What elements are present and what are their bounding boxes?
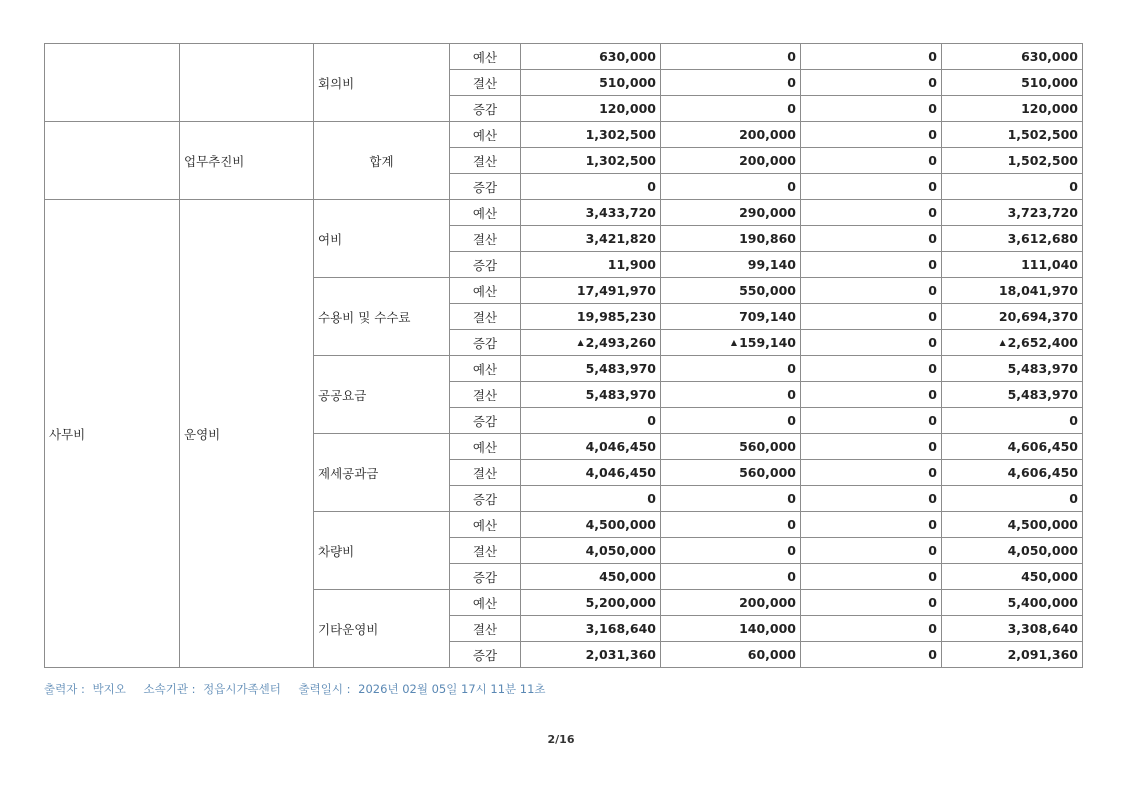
- amount-value: 630,000: [1021, 49, 1078, 64]
- category-level1-cell: [45, 44, 180, 122]
- amount-value: 0: [647, 491, 656, 506]
- amount-cell: [942, 174, 1083, 200]
- amount-cell: [521, 200, 661, 226]
- amount-value: 0: [928, 49, 937, 64]
- amount-cell: [661, 96, 801, 122]
- row-type-cell: 예산: [450, 590, 521, 616]
- category-level3-cell: 제세공과금: [314, 434, 450, 512]
- amount-cell: [942, 616, 1083, 642]
- category-level1-cell: 사무비: [45, 200, 180, 668]
- printed-by-label: 출력자 :: [44, 682, 85, 696]
- row-type-cell: 예산: [450, 44, 521, 70]
- amount-cell: [661, 382, 801, 408]
- amount-cell: [801, 200, 942, 226]
- amount-value: 99,140: [747, 257, 796, 272]
- amount-cell: [942, 96, 1083, 122]
- row-type-cell: 결산: [450, 148, 521, 174]
- amount-cell: [521, 486, 661, 512]
- amount-value: 5,483,970: [1007, 387, 1078, 402]
- amount-cell: [942, 486, 1083, 512]
- amount-value: 0: [1069, 491, 1078, 506]
- row-type-cell: 예산: [450, 434, 521, 460]
- amount-cell: [661, 226, 801, 252]
- row-type-cell: 예산: [450, 200, 521, 226]
- amount-cell: [942, 226, 1083, 252]
- amount-cell: [801, 564, 942, 590]
- category-level3-cell: 차량비: [314, 512, 450, 590]
- row-type-cell: 예산: [450, 122, 521, 148]
- amount-value: 0: [787, 75, 796, 90]
- amount-value: 4,046,450: [585, 439, 656, 454]
- amount-cell: [661, 642, 801, 668]
- amount-cell: [942, 252, 1083, 278]
- org-label: 소속기관 :: [143, 682, 196, 696]
- printed-at-label: 출력일시 :: [298, 682, 351, 696]
- amount-cell: [942, 642, 1083, 668]
- amount-value: 4,606,450: [1007, 465, 1078, 480]
- amount-value: 0: [928, 75, 937, 90]
- amount-value: 0: [787, 543, 796, 558]
- amount-cell: [521, 278, 661, 304]
- amount-cell: [942, 434, 1083, 460]
- amount-cell: [942, 382, 1083, 408]
- amount-cell: [801, 356, 942, 382]
- amount-cell: [801, 122, 942, 148]
- amount-value: 0: [928, 465, 937, 480]
- row-type-cell: 결산: [450, 226, 521, 252]
- negative-marker: ▲: [730, 338, 738, 347]
- amount-cell: [521, 642, 661, 668]
- amount-value: 60,000: [747, 647, 796, 662]
- amount-value: 0: [928, 101, 937, 116]
- amount-value: 3,612,680: [1007, 231, 1078, 246]
- amount-value: 0: [928, 595, 937, 610]
- amount-cell: [801, 382, 942, 408]
- amount-value: 510,000: [1021, 75, 1078, 90]
- amount-cell: [661, 252, 801, 278]
- amount-cell: [661, 200, 801, 226]
- amount-value: 0: [928, 153, 937, 168]
- table-row: [45, 200, 1083, 226]
- amount-cell: [801, 330, 942, 356]
- amount-cell: [521, 148, 661, 174]
- row-type-cell: 결산: [450, 70, 521, 96]
- row-type-cell: 증감: [450, 174, 521, 200]
- amount-cell: [521, 590, 661, 616]
- amount-cell: [942, 122, 1083, 148]
- amount-cell: [801, 174, 942, 200]
- budget-settlement-table: [44, 43, 1083, 668]
- amount-value: 450,000: [599, 569, 656, 584]
- amount-value: 450,000: [1021, 569, 1078, 584]
- amount-value: 550,000: [739, 283, 796, 298]
- amount-value: 0: [928, 491, 937, 506]
- amount-value: 4,500,000: [585, 517, 656, 532]
- amount-value: 4,050,000: [1007, 543, 1078, 558]
- amount-value: 5,483,970: [585, 387, 656, 402]
- category-level3-cell: 기타운영비: [314, 590, 450, 668]
- amount-cell: [521, 538, 661, 564]
- amount-value: 200,000: [739, 127, 796, 142]
- amount-cell: [521, 512, 661, 538]
- amount-cell: [801, 408, 942, 434]
- amount-cell: [801, 486, 942, 512]
- amount-value: 3,308,640: [1007, 621, 1078, 636]
- row-type-cell: 증감: [450, 96, 521, 122]
- printed-at-value: 2026년 02월 05일 17시 11분 11초: [358, 682, 546, 696]
- amount-cell: [801, 70, 942, 96]
- negative-marker: ▲: [577, 338, 584, 347]
- amount-cell: [661, 330, 801, 356]
- category-level1-cell: [45, 122, 180, 200]
- amount-value: 0: [787, 491, 796, 506]
- amount-cell: [801, 44, 942, 70]
- amount-value: 0: [787, 101, 796, 116]
- amount-value: 0: [928, 387, 937, 402]
- amount-value: 3,421,820: [585, 231, 656, 246]
- amount-cell: [521, 96, 661, 122]
- amount-value: 4,050,000: [585, 543, 656, 558]
- amount-cell: [942, 148, 1083, 174]
- amount-value: 1,502,500: [1007, 127, 1078, 142]
- amount-value: 560,000: [739, 465, 796, 480]
- amount-cell: [661, 512, 801, 538]
- amount-value: 0: [928, 621, 937, 636]
- amount-cell: [521, 226, 661, 252]
- amount-value: 0: [787, 387, 796, 402]
- amount-value: 120,000: [599, 101, 656, 116]
- amount-cell: [942, 278, 1083, 304]
- row-type-cell: 예산: [450, 512, 521, 538]
- amount-cell: [661, 564, 801, 590]
- amount-cell: [661, 174, 801, 200]
- amount-value: 0: [647, 413, 656, 428]
- row-type-cell: 증감: [450, 564, 521, 590]
- amount-value: 0: [928, 257, 937, 272]
- amount-value: 1,302,500: [585, 127, 656, 142]
- amount-value: 0: [928, 413, 937, 428]
- amount-cell: [661, 278, 801, 304]
- amount-value: 120,000: [1021, 101, 1078, 116]
- amount-value: 20,694,370: [998, 309, 1078, 324]
- amount-value: 709,140: [739, 309, 796, 324]
- amount-cell: [661, 304, 801, 330]
- amount-cell: [521, 44, 661, 70]
- amount-value: 140,000: [739, 621, 796, 636]
- amount-value: 510,000: [599, 75, 656, 90]
- amount-value: 5,483,970: [1007, 361, 1078, 376]
- amount-cell: [942, 460, 1083, 486]
- amount-value: 0: [928, 335, 937, 350]
- amount-value: 0: [928, 205, 937, 220]
- table-row: [45, 44, 1083, 70]
- amount-value: 2,652,400: [1007, 335, 1078, 350]
- amount-value: 290,000: [739, 205, 796, 220]
- amount-value: 5,483,970: [585, 361, 656, 376]
- table-row: [45, 122, 1083, 148]
- row-type-cell: 증감: [450, 252, 521, 278]
- amount-cell: [661, 486, 801, 512]
- row-type-cell: 증감: [450, 486, 521, 512]
- amount-cell: [942, 70, 1083, 96]
- amount-cell: [801, 642, 942, 668]
- amount-cell: [942, 512, 1083, 538]
- category-level3-cell: 회의비: [314, 44, 450, 122]
- amount-value: 17,491,970: [576, 283, 656, 298]
- amount-value: 0: [787, 361, 796, 376]
- amount-cell: [521, 330, 661, 356]
- amount-cell: [661, 70, 801, 96]
- amount-cell: [801, 538, 942, 564]
- amount-value: 0: [928, 283, 937, 298]
- amount-cell: [521, 382, 661, 408]
- category-level3-cell: 여비: [314, 200, 450, 278]
- amount-value: 3,433,720: [585, 205, 656, 220]
- amount-value: 1,502,500: [1007, 153, 1078, 168]
- amount-value: 0: [787, 517, 796, 532]
- amount-cell: [801, 616, 942, 642]
- amount-value: 0: [928, 647, 937, 662]
- row-type-cell: 예산: [450, 278, 521, 304]
- amount-value: 11,900: [607, 257, 656, 272]
- amount-cell: [801, 590, 942, 616]
- amount-cell: [521, 70, 661, 96]
- amount-cell: [661, 590, 801, 616]
- amount-cell: [942, 538, 1083, 564]
- amount-cell: [521, 564, 661, 590]
- print-info-footer: [44, 681, 560, 697]
- amount-value: 0: [928, 231, 937, 246]
- amount-cell: [661, 408, 801, 434]
- amount-cell: [521, 356, 661, 382]
- amount-value: 18,041,970: [998, 283, 1078, 298]
- amount-cell: [521, 122, 661, 148]
- amount-cell: [942, 356, 1083, 382]
- row-type-cell: 예산: [450, 356, 521, 382]
- amount-cell: [942, 304, 1083, 330]
- row-type-cell: 증감: [450, 642, 521, 668]
- amount-cell: [801, 278, 942, 304]
- amount-value: 0: [1069, 413, 1078, 428]
- amount-value: 0: [928, 543, 937, 558]
- amount-value: 630,000: [599, 49, 656, 64]
- amount-value: 200,000: [739, 595, 796, 610]
- row-type-cell: 증감: [450, 408, 521, 434]
- amount-value: 0: [928, 127, 937, 142]
- amount-value: 0: [787, 179, 796, 194]
- category-level2-cell: 운영비: [180, 200, 314, 668]
- negative-marker: ▲: [999, 338, 1006, 347]
- row-type-cell: 결산: [450, 538, 521, 564]
- amount-cell: [521, 616, 661, 642]
- amount-cell: [801, 252, 942, 278]
- category-level3-cell: 합계: [314, 122, 450, 200]
- amount-value: 159,140: [739, 335, 796, 350]
- amount-value: 0: [928, 439, 937, 454]
- amount-value: 0: [928, 517, 937, 532]
- amount-value: 0: [928, 309, 937, 324]
- amount-value: 190,860: [739, 231, 796, 246]
- amount-value: 2,091,360: [1007, 647, 1078, 662]
- amount-cell: [661, 434, 801, 460]
- amount-cell: [521, 460, 661, 486]
- org-value: 정읍시가족센터: [203, 682, 281, 696]
- amount-cell: [801, 304, 942, 330]
- amount-cell: [661, 44, 801, 70]
- amount-value: 200,000: [739, 153, 796, 168]
- amount-cell: [801, 226, 942, 252]
- amount-value: 3,168,640: [585, 621, 656, 636]
- amount-cell: [801, 96, 942, 122]
- amount-value: 0: [787, 413, 796, 428]
- amount-cell: [661, 616, 801, 642]
- amount-cell: [661, 356, 801, 382]
- amount-value: 4,500,000: [1007, 517, 1078, 532]
- amount-cell: [661, 538, 801, 564]
- category-level3-cell: 공공요금: [314, 356, 450, 434]
- row-type-cell: 결산: [450, 616, 521, 642]
- amount-cell: [521, 408, 661, 434]
- category-level2-cell: [180, 44, 314, 122]
- amount-value: 5,200,000: [585, 595, 656, 610]
- amount-value: 0: [928, 569, 937, 584]
- amount-cell: [801, 512, 942, 538]
- amount-value: 2,031,360: [585, 647, 656, 662]
- amount-value: 0: [928, 361, 937, 376]
- amount-value: 5,400,000: [1007, 595, 1078, 610]
- page-number: 2/16: [547, 733, 575, 746]
- amount-value: 2,493,260: [585, 335, 656, 350]
- amount-cell: [661, 460, 801, 486]
- amount-value: 1,302,500: [585, 153, 656, 168]
- amount-cell: [942, 200, 1083, 226]
- amount-cell: [801, 434, 942, 460]
- amount-value: 4,606,450: [1007, 439, 1078, 454]
- amount-value: 3,723,720: [1007, 205, 1078, 220]
- amount-value: 19,985,230: [576, 309, 656, 324]
- amount-cell: [801, 148, 942, 174]
- amount-value: 0: [787, 49, 796, 64]
- amount-value: 0: [787, 569, 796, 584]
- row-type-cell: 증감: [450, 330, 521, 356]
- printed-by-value: 박지오: [92, 682, 126, 696]
- row-type-cell: 결산: [450, 382, 521, 408]
- amount-value: 4,046,450: [585, 465, 656, 480]
- amount-value: 560,000: [739, 439, 796, 454]
- amount-cell: [661, 122, 801, 148]
- amount-cell: [942, 408, 1083, 434]
- row-type-cell: 결산: [450, 304, 521, 330]
- amount-value: 0: [1069, 179, 1078, 194]
- amount-value: 0: [647, 179, 656, 194]
- amount-cell: [801, 460, 942, 486]
- amount-cell: [521, 252, 661, 278]
- category-level2-cell: 업무추진비: [180, 122, 314, 200]
- amount-cell: [661, 148, 801, 174]
- amount-cell: [521, 434, 661, 460]
- category-level3-cell: 수용비 및 수수료: [314, 278, 450, 356]
- amount-value: 0: [928, 179, 937, 194]
- amount-cell: [942, 44, 1083, 70]
- amount-cell: [942, 590, 1083, 616]
- row-type-cell: 결산: [450, 460, 521, 486]
- amount-cell: [942, 330, 1083, 356]
- amount-cell: [942, 564, 1083, 590]
- amount-value: 111,040: [1021, 257, 1078, 272]
- amount-cell: [521, 174, 661, 200]
- amount-cell: [521, 304, 661, 330]
